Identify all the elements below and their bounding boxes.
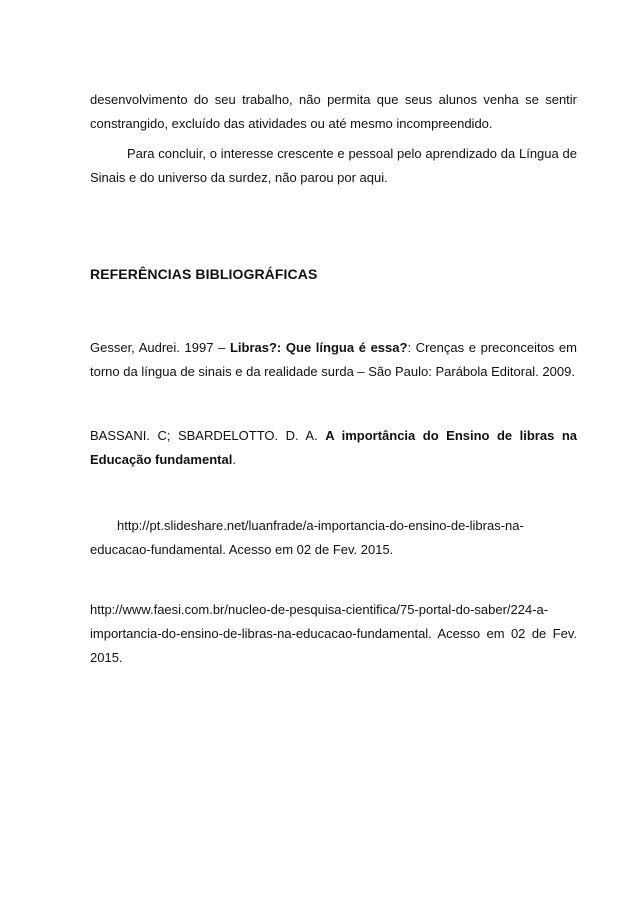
reference-3-url: http://pt.slideshare.net/luanfrade/a-importancia-do-ensino-de-libras-na-educacao-fundamental. Acesso em 02 de Fev. 2015. [90, 518, 524, 557]
body-paragraph-2: Para concluir, o interesse crescente e pessoal pelo aprendizado da Língua de Sinais e do universo da surdez, não parou por aqui. [90, 146, 577, 185]
reference-1 [90, 336, 577, 384]
reference-1-details: : Crenças e preconceitos em torno da língua de sinais e da realidade surda – São Paulo: Parábola Editoral. 2009. [90, 340, 577, 379]
body-paragraph-1: desenvolvimento do seu trabalho, não permita que seus alunos venha se sentir constrangido, excluído das atividades ou até mesmo incompreendido. [90, 92, 577, 131]
reference-2-author: BASSANI. C; SBARDELOTTO. D. A. [90, 428, 326, 443]
references-heading: REFERÊNCIAS BIBLIOGRÁFICAS [90, 266, 318, 282]
reference-1-author: Gesser, Audrei. 1997 – [90, 340, 230, 355]
reference-2-details: . [232, 452, 236, 467]
reference-4-url: http://www.faesi.com.br/nucleo-de-pesquisa-cientifica/75-portal-do-saber/224-a-importancia-do-ensino-de-libras-na-educacao-fundamental. Acesso em 02 de Fev. 2015. [90, 602, 577, 665]
reference-2 [90, 424, 577, 472]
reference-2-title: A importância do Ensino de libras na Educação fundamental [90, 428, 577, 467]
reference-1-title: Libras?: Que língua é essa? [229, 340, 408, 355]
